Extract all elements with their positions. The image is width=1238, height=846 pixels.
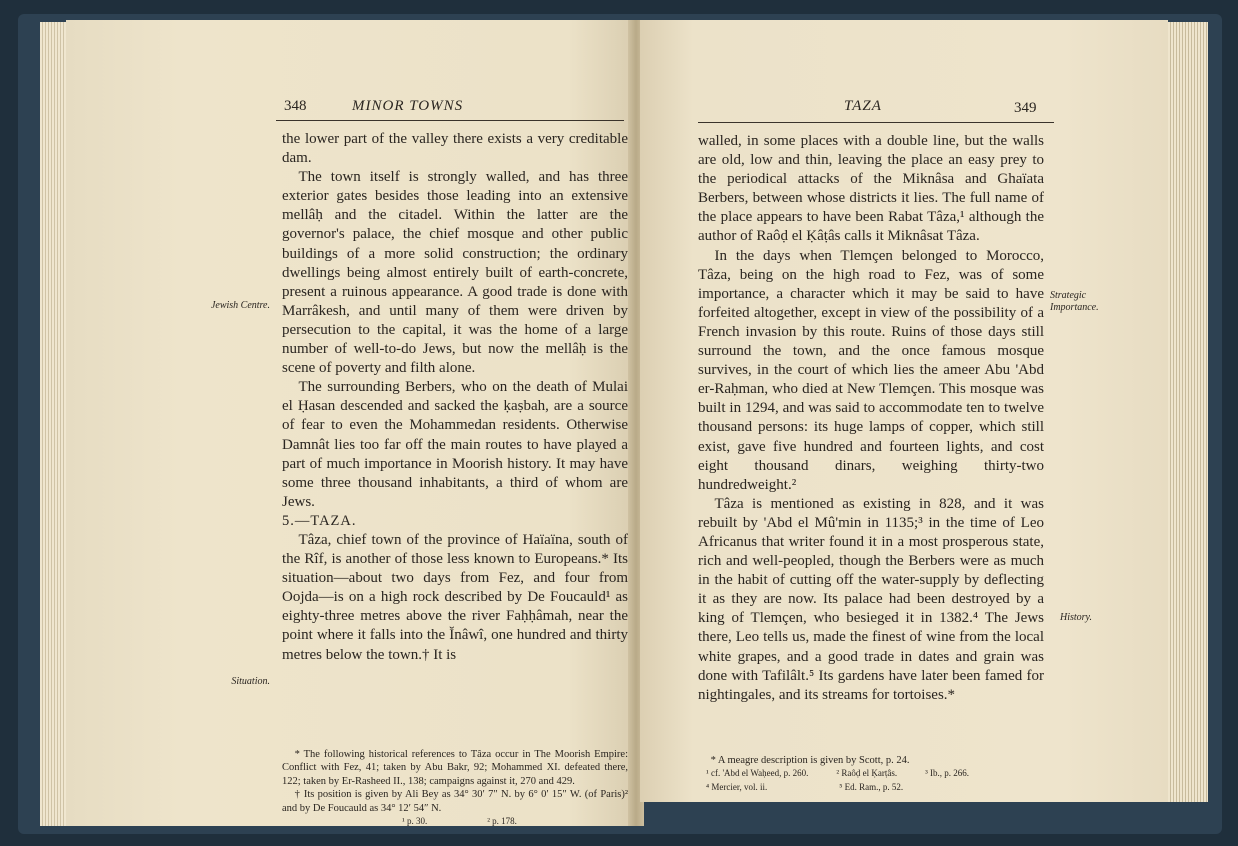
left-page (66, 20, 636, 826)
left-body-text (282, 130, 628, 665)
right-footnotes (698, 754, 1044, 794)
paragraph: The town itself is strongly walled, and has three exterior gates besides those leading into an extensive mellâḥ and the citadel. Within the latter are the governor's palace, the chief mosque and other public buildings of a more solid construction; the ordinary dwellings being almost entirely built of earth-concrete, present a ruinous appearance. A good trade is done with Marrâkesh, and until many of them were driven by persecution to the capital, it was the home of a large number of well-to-do Jews, but now the mellâḥ is the scene of poverty and filth alone. (282, 169, 628, 377)
reference: ² Raôḍ el Ḳarṭâs. (836, 768, 898, 779)
left-footnotes (282, 748, 628, 826)
right-body-text (698, 132, 1044, 705)
sidenote-jewish-centre: Jewish Centre. (210, 300, 270, 311)
sidenote-history: History. (1060, 612, 1092, 623)
running-title-left: MINOR TOWNS (352, 98, 464, 114)
sidenote-strategic-importance: Strategic Importance. (1050, 290, 1099, 313)
header-rule-left (276, 120, 624, 121)
section-heading: 5.—TAZA. (282, 512, 357, 529)
paragraph: In the days when Tlemçen belonged to Morocco, Tâza, being on the high road to Fez, was of some importance, a character which it may be said to have forfeited altogether, except in view of the possibility of a French invasion by this route. Ruins of those days still surround the town, and the once famous mosque survives, in the court of which lies the ameer Abu 'Abd er-Raḥman, who died at New Tlemçen. This mosque was built in 1294, and was said to accommodate ten to twelve thousand persons: its huge lamps of copper, which still exist, gave five hundred and fourteen lights, and cost eight thousand dinars, weighing thirty-two hundredweight.² (698, 247, 1044, 493)
reference: ¹ p. 30. (402, 816, 428, 826)
paragraph: Tâza is mentioned as existing in 828, and it was rebuilt by 'Abd el Mû'min in 1135;³ in the time of Leo Africanus that writer found it in a most prosperous state, rich and well-peopled, though the Berbers were as much in the habit of cutting off the water-supply by deflecting it as they are now. Its palace had been destroyed by a king of Tlemçen, who besieged it in 1382.⁴ The Jews there, Leo tells us, made the finest of wine from the local white grapes, and a good trade in dates and grain was done with Tafilâlt.⁵ Its gardens have later been famed for nightingales, and its streams for tortoises.* (698, 495, 1044, 703)
footnote: † Its position is given by Ali Bey as 34° 30′ 7″ N. by 6° 0′ 15″ W. (of Paris)² and by De Foucauld as 34° 12′ 54″ N. (282, 789, 628, 814)
right-page (640, 20, 1168, 802)
reference: ² p. 178. (487, 816, 517, 826)
paragraph: The surrounding Berbers, who on the death of Mulai el Ḥasan descended and sacked the ḳaṣbah, are a source of fear to even the Mohammedan residents. Otherwise Damnât lies too far off the main routes to have played a part of much importance in Moorish history. It may have some three thousand inhabitants, a third of whom are Jews. (282, 379, 628, 510)
reference: ⁴ Mercier, vol. ii. (706, 781, 768, 792)
reference: ¹ cf. 'Abd el Waḥeed, p. 260. (706, 768, 809, 779)
header-rule-right (698, 122, 1054, 123)
paragraph: Tâza, chief town of the province of Haïaïna, south of the Rîf, is another of those less known to Europeans.* Its situation—about two days from Fez, and four from Oojda—is on a high rock described by De Foucauld¹ as eighty-three metres above the river Faḥḥâmah, near the point where it falls into the Ĭnâwî, one hundred and thirty metres below the town.† It is (282, 531, 628, 663)
footnote: * A meagre description is given by Scott, p. 24. (710, 755, 910, 766)
paragraph: the lower part of the valley there exists a very creditable dam. (282, 131, 628, 167)
running-title-right: TAZA (844, 98, 882, 114)
paragraph: walled, in some places with a double line, but the walls are old, low and thin, leaving the place an easy prey to the periodical attacks of the Miknâsa and Ghaïata Berbers, between whose districts it lies. The full name of the place appears to have been Rabat Tâza,¹ although the author of Raôḍ el Ḳâṭâs calls it Miknâsat Tâza. (698, 133, 1044, 245)
sidenote-situation: Situation. (231, 676, 270, 687)
page-number-left: 348 (284, 98, 307, 114)
right-page-edges (1162, 22, 1208, 802)
page-number-right: 349 (1014, 100, 1037, 116)
footnote: * The following historical references to Tâza occur in The Moorish Empire: Conflict with Fez, 41; taken by Abu Bakr, 92; Mohammed XI. defeated there, 122; taken by Er-Rasheed II., 138; campaigns against it, 270 and 429. (282, 749, 628, 787)
reference: ⁵ Ed. Ram., p. 52. (839, 781, 904, 792)
reference: ³ Ib., p. 266. (925, 768, 970, 779)
